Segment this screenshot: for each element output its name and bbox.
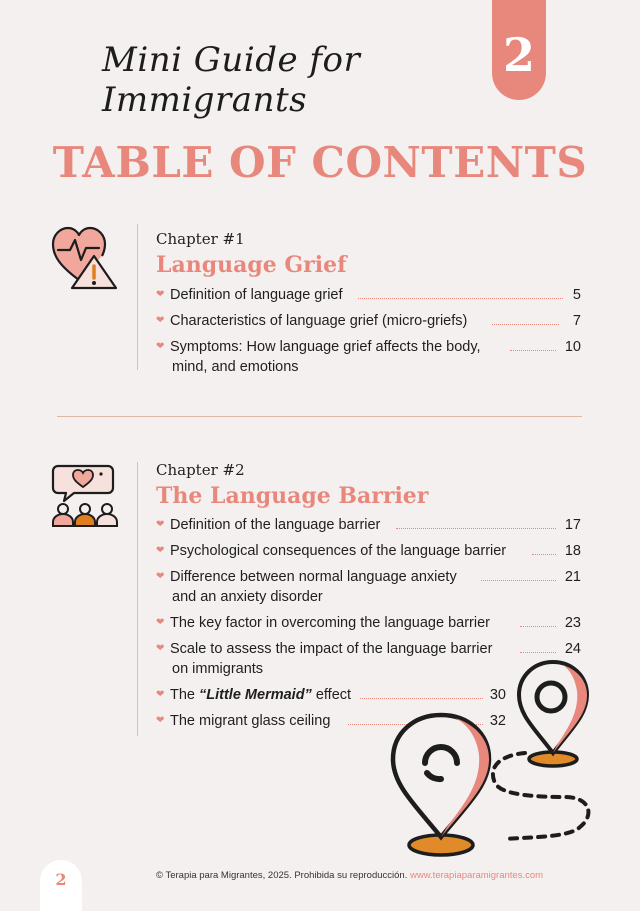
toc-page-number: 17	[564, 517, 581, 533]
footer	[156, 870, 543, 881]
toc-page-number: 24	[564, 641, 581, 657]
chapter-2-divider	[137, 462, 138, 736]
page-number: 2	[40, 860, 82, 911]
heart-bullet-icon: ❤	[156, 519, 165, 530]
toc-page-number: 23	[564, 615, 581, 631]
heart-bullet-icon: ❤	[156, 545, 165, 556]
map-pin-icon	[519, 662, 587, 766]
heart-bullet-icon: ❤	[156, 289, 165, 300]
chapter-1-title: Language Grief	[156, 252, 347, 278]
heart-bullet-icon: ❤	[156, 643, 165, 654]
copyright-text: © Terapia para Migrantes, 2025. Prohibida su reproducción.	[156, 870, 408, 881]
website-link[interactable]: www.terapiaparamigrantes.com	[409, 870, 544, 881]
heart-bullet-icon: ❤	[156, 689, 165, 700]
guide-number-tab: 2	[492, 0, 546, 100]
heart-bullet-icon: ❤	[156, 315, 165, 326]
chapter-1-divider	[137, 224, 138, 370]
toc-page-number: 18	[564, 543, 581, 559]
chapter-1-label: Chapter #1	[156, 230, 245, 248]
page-title: TABLE OF CONTENTS	[52, 138, 588, 187]
chapter-2-label: Chapter #2	[156, 461, 245, 479]
heart-bullet-icon: ❤	[156, 341, 165, 352]
toc-entry[interactable]: ❤ Difference between normal language anxiety and an anxiety disorder 21	[156, 569, 581, 605]
map-route-illustration	[385, 655, 615, 865]
heart-pulse-warning-icon	[50, 224, 120, 292]
chapter-2-title: The Language Barrier	[156, 483, 429, 509]
people-chat-heart-icon	[50, 462, 120, 530]
toc-page-number: 30	[489, 687, 506, 703]
map-pin-icon	[393, 715, 489, 855]
toc-page-number: 21	[564, 569, 581, 585]
toc-page-number: 10	[564, 339, 581, 355]
toc-page-number: 7	[572, 313, 581, 329]
section-divider	[57, 416, 582, 417]
toc-entry[interactable]: ❤ Symptoms: How language grief affects the body, mind, and emotions 10	[156, 339, 581, 375]
heart-bullet-icon: ❤	[156, 715, 165, 726]
toc-page-number: 32	[489, 713, 506, 729]
guide-title: Mini Guide for Immigrants	[102, 40, 361, 120]
toc-page-number: 5	[572, 287, 581, 303]
heart-bullet-icon: ❤	[156, 571, 165, 582]
toc-entry[interactable]: ❤ Scale to assess the impact of the language barrier on immigrants 24	[156, 641, 581, 677]
heart-bullet-icon: ❤	[156, 617, 165, 628]
